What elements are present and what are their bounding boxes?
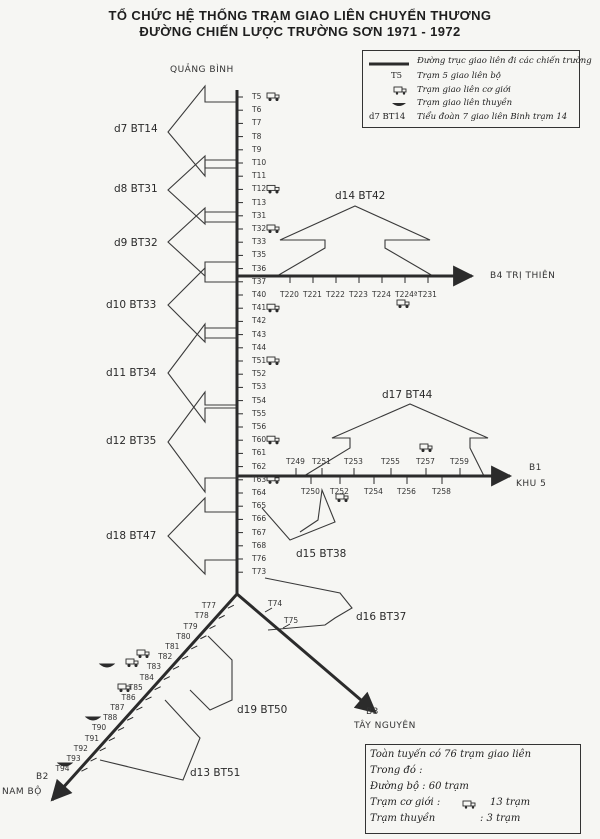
station-t63: T63: [252, 474, 267, 484]
unit-label-d9: d9 BT32: [114, 237, 158, 249]
summary-total: Toàn tuyến có 76 trạm giao liên: [370, 749, 532, 760]
truck-icon: [393, 85, 407, 95]
place-tay-nguyen: TÂY NGUYÊN: [354, 721, 416, 731]
station-b2-t79: T79: [183, 621, 198, 631]
unit-label-d17: d17 BT44: [382, 389, 433, 401]
station-tick: [265, 608, 272, 612]
station-b4-t223: T223: [349, 290, 368, 299]
legend-trunk: Đường trục giao liên đi các chiến trường: [417, 56, 592, 66]
unit-label-d14: d14 BT42: [335, 190, 386, 202]
station-b2-t84: T84: [139, 672, 154, 682]
map-title: TỔ CHỨC HỆ THỐNG TRẠM GIAO LIÊN CHUYỂN THƯƠNG: [108, 8, 492, 23]
station-tick: [228, 605, 234, 608]
station-b2-t83: T83: [146, 662, 162, 672]
unit-arrow-d9: [168, 208, 237, 276]
summary-boat-count: : 3 trạm: [480, 813, 521, 824]
station-b1-t255: T255: [381, 457, 400, 466]
station-b1-t249: T249: [286, 457, 305, 466]
station-t52: T52: [252, 369, 267, 379]
station-b3-t74: T74: [268, 599, 283, 608]
station-b2-t82: T82: [158, 652, 173, 662]
place-b4: B4 TRỊ THIÊN: [490, 271, 556, 281]
station-t9: T9: [252, 144, 262, 154]
station-t5: T5: [252, 92, 262, 101]
station-t10: T10: [252, 158, 267, 167]
station-b1-t254: T254: [364, 487, 383, 496]
legend: [362, 50, 592, 128]
station-t76: T76: [252, 554, 267, 563]
station-b4-t224: T224: [372, 290, 391, 299]
station-t43: T43: [252, 329, 267, 339]
station-b2-t91: T91: [84, 733, 100, 743]
truck-icon: [267, 185, 279, 193]
station-t32: T32: [252, 224, 267, 233]
station-b4-t221: T221: [303, 290, 322, 299]
unit-label-d19: d19 BT50: [237, 704, 288, 716]
station-b1-t257: T257: [416, 457, 435, 466]
unit-label-d11: d11 BT34: [106, 367, 157, 379]
station-b2-t90: T90: [92, 723, 107, 733]
station-t66: T66: [252, 514, 267, 524]
summary-box: [365, 744, 581, 834]
station-b1-t252: T252: [330, 487, 349, 496]
unit-label-d10: d10 BT33: [106, 299, 157, 311]
station-t35: T35: [252, 250, 267, 260]
truck-icon: [267, 304, 279, 312]
station-tick: [155, 687, 161, 690]
unit-label-d15: d15 BT38: [296, 548, 347, 560]
station-tick: [109, 738, 115, 741]
unit-arrow-d11: [168, 324, 237, 422]
place-b1: B1: [529, 463, 542, 473]
unit-arrow-d8: [168, 156, 237, 224]
truck-icon: [420, 444, 432, 452]
legend-unit-code: d7 BT14: [369, 112, 406, 122]
station-b2-t88: T88: [103, 713, 118, 723]
station-tick: [100, 748, 106, 751]
truck-icon: [397, 300, 409, 308]
station-t7: T7: [252, 118, 262, 128]
unit-arrow-d10: [168, 268, 237, 342]
station-t51: T51: [252, 356, 267, 365]
unit-label-d12: d12 BT35: [106, 435, 157, 447]
station-b4-t231: T231: [418, 290, 437, 299]
station-t36: T36: [252, 263, 267, 273]
station-tick: [210, 626, 216, 629]
station-tick: [191, 646, 197, 649]
station-t31: T31: [252, 210, 267, 220]
station-t73: T73: [252, 567, 267, 577]
station-b2-t81: T81: [165, 641, 180, 651]
station-b1-t256: T256: [397, 487, 416, 496]
station-t68: T68: [252, 540, 267, 550]
station-b4-t220: T220: [280, 290, 299, 299]
unit-arrow-d18: [168, 498, 237, 574]
legend-station: Trạm 5 giao liên bộ: [417, 71, 501, 81]
station-t55: T55: [252, 408, 267, 418]
place-b2: B2: [36, 772, 49, 782]
unit-arrow-d7: [168, 86, 237, 176]
truck-icon: [267, 225, 279, 233]
map-subtitle: ĐƯỜNG CHIẾN LƯỢC TRƯỜNG SƠN 1971 - 1972: [139, 24, 461, 39]
station-b2-t93: T93: [66, 754, 81, 764]
station-t67: T67: [252, 527, 267, 537]
station-t13: T13: [252, 197, 267, 207]
station-t6: T6: [252, 105, 262, 115]
station-b1-t250: T250: [301, 487, 320, 496]
legend-unit: Tiểu đoàn 7 giao liên Binh trạm 14: [417, 112, 568, 122]
station-tick: [173, 666, 179, 669]
station-t33: T33: [252, 237, 267, 247]
station-b4-t224b: T224ª: [395, 290, 418, 299]
station-t56: T56: [252, 422, 267, 431]
station-tick: [145, 697, 151, 700]
station-b2-t80: T80: [176, 631, 191, 641]
station-tick: [127, 717, 133, 720]
legend-boat: Trạm giao liên thuyền: [417, 98, 513, 108]
unit-arrow-d12: [168, 392, 237, 492]
station-t60: T60: [252, 435, 267, 445]
trunk-b3: [237, 594, 375, 712]
station-b2-t94: T94: [55, 764, 70, 774]
truck-icon: [462, 799, 476, 809]
station-t8: T8: [252, 131, 262, 141]
truck-icon: [267, 436, 279, 444]
place-quang-binh: QUẢNG BÌNH: [170, 65, 234, 75]
summary-road: Đường bộ : 60 trạm: [370, 781, 469, 792]
station-tick: [118, 727, 124, 730]
unit-arrow-d13: [100, 700, 200, 780]
truck-icon: [126, 659, 138, 667]
boat-icon: [86, 717, 100, 720]
unit-arrow-d14: [277, 206, 433, 276]
station-tick: [182, 656, 188, 659]
station-b4-t222: T222: [326, 290, 345, 299]
unit-label-d16: d16 BT37: [356, 611, 407, 623]
station-b1-t259: T259: [450, 457, 469, 466]
station-t41: T41: [252, 303, 267, 313]
truck-icon: [267, 93, 279, 101]
summary-boat-label: Trạm thuyền: [370, 813, 436, 824]
station-t61: T61: [252, 448, 267, 458]
station-b2-t92: T92: [73, 743, 88, 753]
station-t64: T64: [252, 488, 267, 497]
station-b2-t87: T87: [110, 703, 125, 713]
unit-arrow-d19: [190, 636, 232, 710]
unit-label-d18: d18 BT47: [106, 530, 157, 542]
station-t42: T42: [252, 316, 267, 326]
unit-label-d7: d7 BT14: [114, 123, 158, 135]
place-khu5: KHU 5: [516, 479, 547, 489]
place-b3: B3: [366, 707, 379, 717]
station-b1-t258: T258: [432, 487, 451, 496]
station-t53: T53: [252, 382, 267, 392]
unit-label-d8: d8 BT31: [114, 183, 158, 195]
summary-motor-count: 13 trạm: [490, 797, 531, 808]
station-tick: [200, 636, 206, 639]
station-tick: [91, 758, 97, 761]
station-tick: [164, 677, 170, 680]
station-t37: T37: [252, 276, 267, 286]
summary-motor-label: Trạm cơ giới :: [370, 797, 441, 808]
station-t12: T12: [252, 184, 267, 194]
station-b2-t78: T78: [194, 611, 209, 621]
legend-station-code: T5: [391, 71, 403, 81]
station-tick: [136, 707, 142, 710]
station-b3-t75: T75: [284, 616, 299, 625]
station-t44: T44: [252, 342, 267, 352]
truck-icon: [267, 357, 279, 365]
station-b2-t86: T86: [121, 692, 136, 702]
station-b1-t251: T251: [312, 457, 331, 466]
boat-icon: [391, 100, 407, 108]
station-tick: [81, 768, 87, 771]
summary-subhead: Trong đó :: [370, 765, 423, 776]
legend-motor: Trạm giao liên cơ giới: [417, 85, 511, 95]
station-t40: T40: [252, 290, 267, 299]
unit-label-d13: d13 BT51: [190, 767, 241, 779]
station-t65: T65: [252, 501, 267, 511]
station-b2-t77: T77: [201, 601, 216, 611]
unit-arrow-d15: [262, 487, 335, 540]
station-t54: T54: [252, 395, 267, 405]
boat-icon: [100, 664, 114, 667]
place-nam-bo: NAM BỘ: [2, 787, 42, 797]
station-b2-t85: T85: [128, 682, 143, 692]
station-b1-t253: T253: [344, 457, 363, 466]
station-tick: [219, 615, 225, 618]
truck-icon: [137, 650, 149, 658]
station-t62: T62: [252, 461, 267, 471]
station-t11: T11: [252, 171, 267, 181]
